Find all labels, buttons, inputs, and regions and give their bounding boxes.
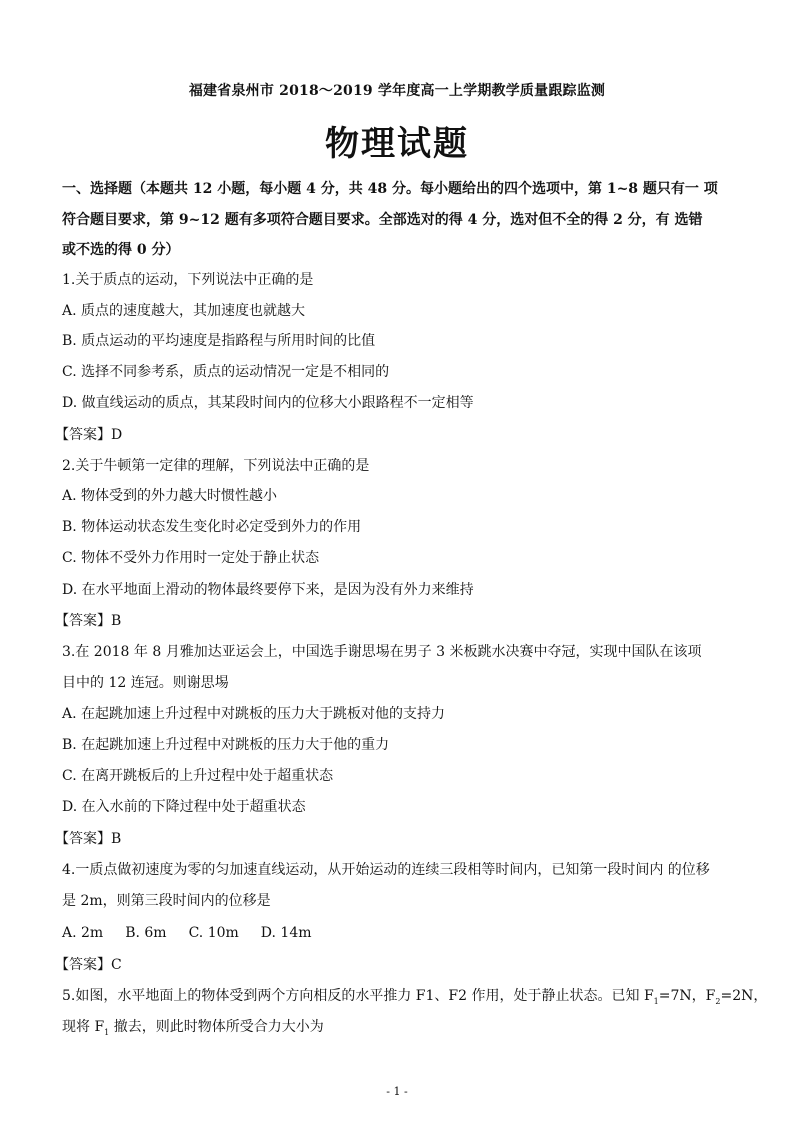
question-3-option-b: B. 在起跳加速上升过程中对跳板的压力大于他的重力 [62, 737, 390, 753]
subscript: 1 [653, 996, 659, 1006]
subscript: 1 [104, 1027, 110, 1037]
question-1-option-d: D. 做直线运动的质点，其某段时间内的位移大小跟路程不一定相等 [62, 395, 474, 411]
section-instructions-line-2: 符合题目要求，第 9~12 题有多项符合题目要求。全部选对的得 4 分，选对但不全的得 2 分，有 选错 [62, 212, 703, 228]
question-1-answer: 【答案】D [55, 427, 123, 443]
question-3-stem-line-2: 目中的 12 连冠。则谢思埸 [62, 675, 229, 691]
question-4-option-a: A. 2m [62, 925, 104, 941]
question-2-option-d: D. 在水平地面上滑动的物体最终要停下来，是因为没有外力来维持 [62, 582, 474, 598]
question-5-text-part: =2N， [720, 988, 768, 1004]
question-3-option-a: A. 在起跳加速上升过程中对跳板的压力大于跳板对他的支持力 [62, 706, 446, 722]
question-3-option-c: C. 在离开跳板后的上升过程中处于超重状态 [62, 768, 334, 784]
question-4-options [62, 923, 734, 943]
page-number: - 1 - [386, 1085, 408, 1098]
question-2-answer: 【答案】B [55, 613, 122, 629]
question-5-text-part: 撤去，则此时物体所受合力大小为 [109, 1019, 324, 1035]
question-1-stem: 1.关于质点的运动，下列说法中正确的是 [62, 272, 314, 288]
question-3-option-d: D. 在入水前的下降过程中处于超重状态 [62, 799, 306, 815]
question-5-stem-line-2 [62, 1017, 734, 1043]
question-1-option-a: A. 质点的速度越大，其加速度也就越大 [62, 303, 306, 319]
question-5-text-part: 现将 F [62, 1019, 105, 1035]
question-3-stem-line-1: 3.在 2018 年 8 月雅加达亚运会上，中国选手谢思埸在男子 3 米板跳水决赛中夺冠，实现中国队在该项 [62, 644, 702, 660]
question-5-text-part: 5.如图，水平地面上的物体受到两个方向相反的水平推力 F1、F2 作用，处于静止状态。已知 F [62, 988, 654, 1004]
question-2-option-a: A. 物体受到的外力越大时惯性越小 [62, 488, 278, 504]
page-title: 物理试题 [325, 124, 469, 164]
exam-header: 福建省泉州市 2018～2019 学年度高一上学期教学质量跟踪监测 [188, 83, 606, 99]
question-2-stem: 2.关于牛顿第一定律的理解，下列说法中正确的是 [62, 458, 370, 474]
question-4-answer: 【答案】C [55, 957, 122, 973]
question-4-stem-line-1: 4.一质点做初速度为零的匀加速直线运动，从开始运动的连续三段相等时间内，已知第一段时间内 的位移 [62, 862, 710, 878]
question-5-stem-line-1 [62, 986, 768, 1012]
question-2-option-c: C. 物体不受外力作用时一定处于静止状态 [62, 550, 320, 566]
question-5-text-part: =7N，F [658, 988, 716, 1004]
question-4-option-c: C. 10m [188, 925, 239, 941]
subscript: 2 [715, 996, 721, 1006]
question-4-option-d: D. 14m [260, 925, 312, 941]
question-4-option-b: B. 6m [125, 925, 167, 941]
question-2-option-b: B. 物体运动状态发生变化时必定受到外力的作用 [62, 519, 362, 535]
section-instructions-line-3: 或不选的得 0 分） [62, 242, 180, 258]
question-3-answer: 【答案】B [55, 831, 122, 847]
question-1-option-c: C. 选择不同参考系，质点的运动情况一定是不相同的 [62, 364, 390, 380]
question-4-stem-line-2: 是 2m，则第三段时间内的位移是 [62, 893, 271, 909]
section-instructions-line-1: 一、选择题（本题共 12 小题，每小题 4 分，共 48 分。每小题给出的四个选项中，第 1~8 题只有一 项 [62, 181, 718, 197]
question-1-option-b: B. 质点运动的平均速度是指路程与所用时间的比值 [62, 333, 376, 349]
